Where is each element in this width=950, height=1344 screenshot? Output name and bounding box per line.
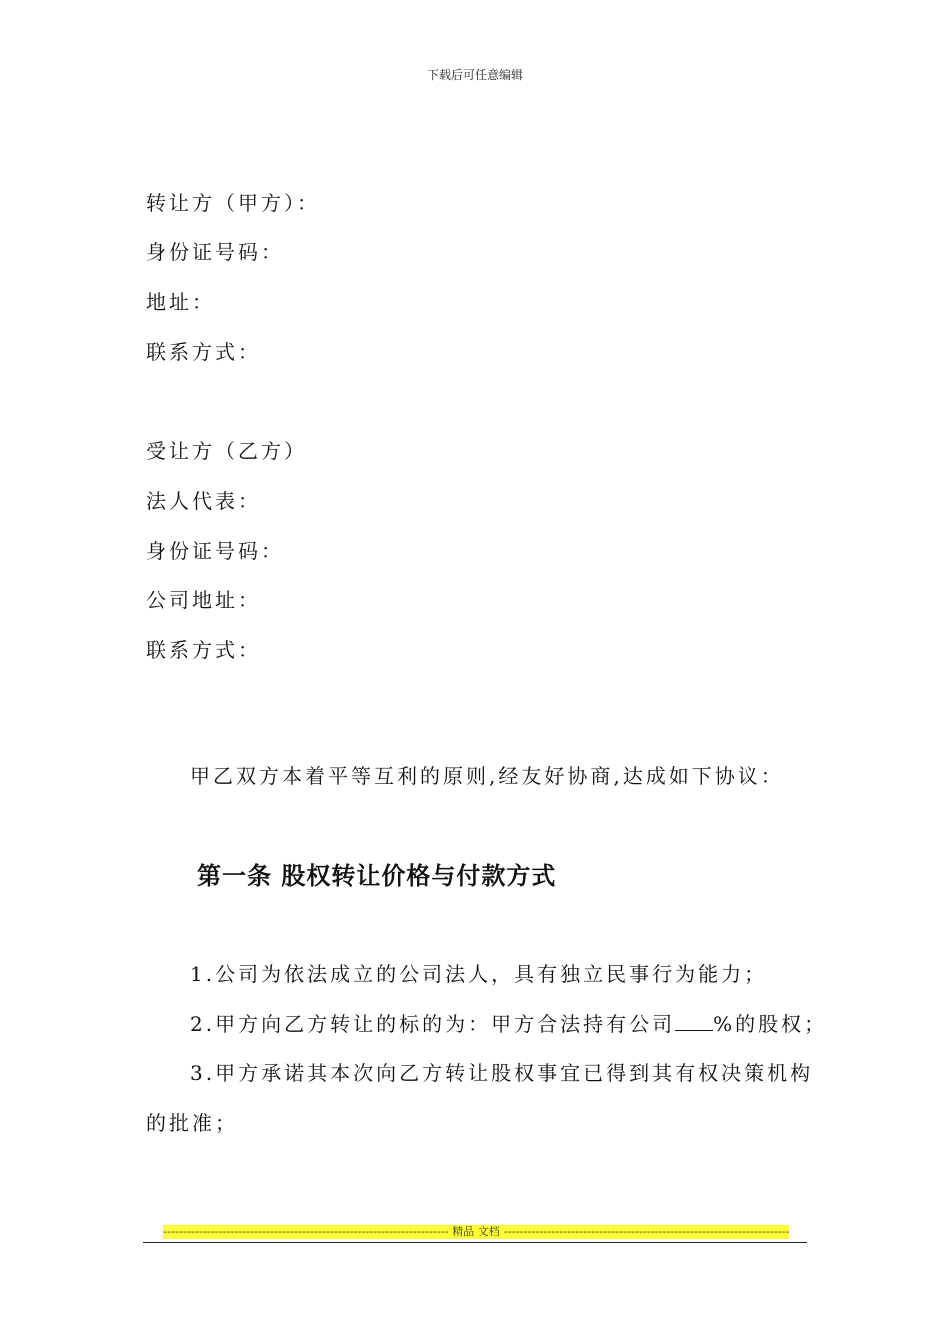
footer-dash-right: [504, 1225, 789, 1239]
transferor-title: 转让方（甲方）：: [146, 191, 320, 215]
page-header: 下载后可任意编辑: [426, 68, 523, 82]
footer-band: [163, 1225, 789, 1239]
transferee-legal-rep-label: 法人代表：: [146, 489, 261, 513]
footer-rule: [143, 1242, 807, 1243]
footer-label: 精品 文档: [452, 1225, 500, 1238]
share-percentage-blank: [675, 1012, 713, 1031]
article-1-heading: 第一条 股权转让价格与付款方式: [197, 862, 557, 890]
article-1-item-1: 1.公司为依法成立的公司法人，具有独立民事行为能力；: [190, 962, 768, 986]
footer-dash-left: [163, 1225, 448, 1239]
preamble-paragraph: 甲乙双方本着平等互利的原则,经友好协商,达成如下协议：: [190, 764, 784, 788]
article-1-item-3-line-1: 3.甲方承诺其本次向乙方转让股权事宜已得到其有权决策机构: [190, 1061, 814, 1085]
transferor-address-label: 地址：: [146, 290, 215, 314]
transferee-id-label: 身份证号码：: [146, 539, 284, 563]
transferor-contact-label: 联系方式：: [146, 340, 261, 364]
article-1-item-2-text-before: 2.甲方向乙方转让的标的为：甲方合法持有公司: [190, 1012, 676, 1036]
article-1-item-2-text-after: %的股权；: [713, 1012, 828, 1036]
transferee-contact-label: 联系方式：: [146, 638, 261, 662]
transferor-id-label: 身份证号码：: [146, 240, 284, 264]
transferee-title: 受让方（乙方）: [146, 439, 307, 463]
article-1-item-3-line-2: 的批准；: [146, 1111, 238, 1135]
transferee-company-address-label: 公司地址：: [146, 588, 261, 612]
article-1-item-2: [190, 1008, 827, 1037]
